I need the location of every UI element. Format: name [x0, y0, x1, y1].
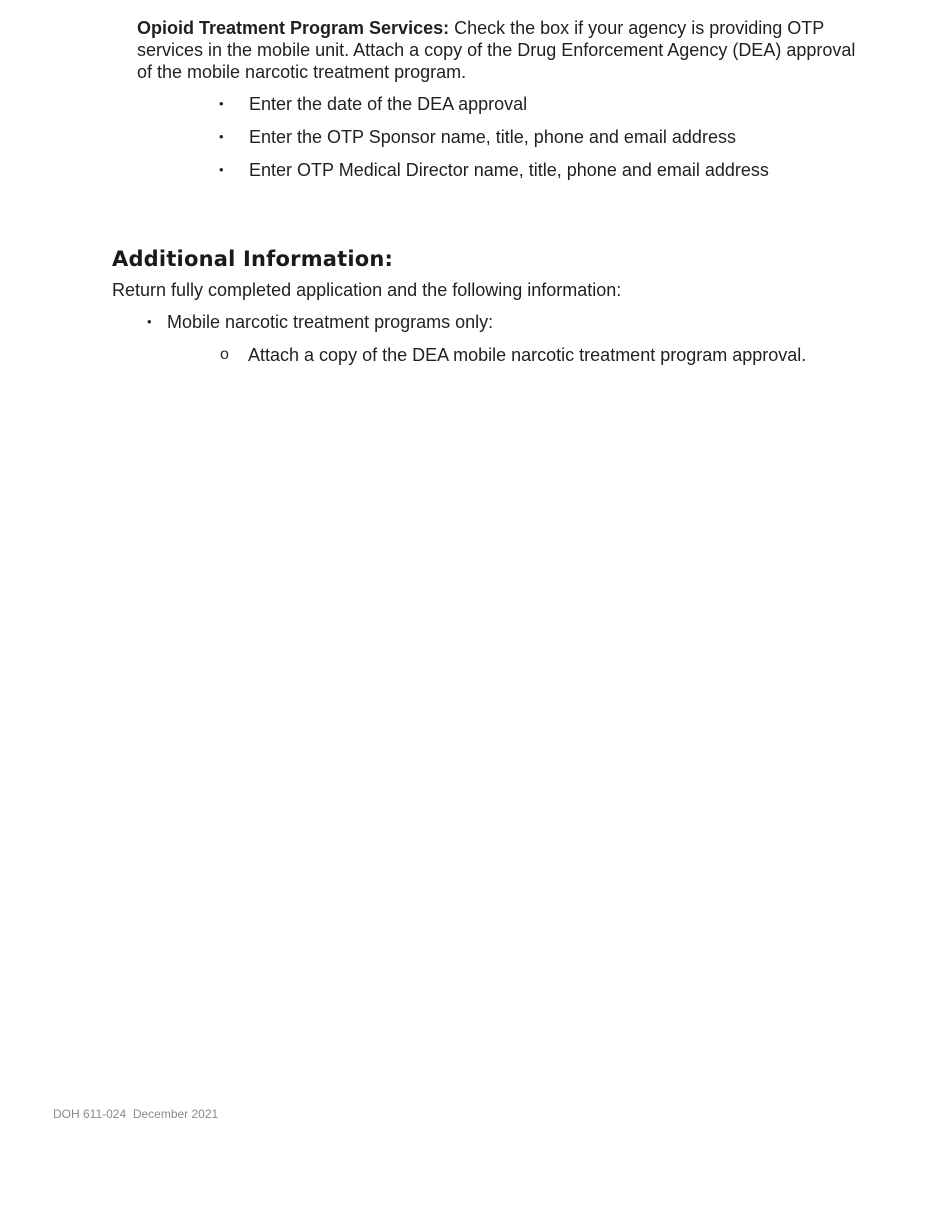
otp-bullet-list — [219, 93, 769, 192]
list-subitem — [220, 344, 806, 366]
list-item — [219, 159, 769, 181]
form-footer-id: DOH 611-024 December 2021 — [53, 1107, 219, 1121]
bullet-icon: • — [147, 314, 152, 329]
bullet-icon: • — [219, 129, 224, 144]
otp-services-paragraph — [137, 17, 867, 83]
otp-services-lead: Opioid Treatment Program Services: — [137, 18, 450, 38]
list-item-text: Enter OTP Medical Director name, title, phone and email address — [249, 160, 769, 180]
bullet-icon: • — [219, 162, 224, 177]
list-item-text: Enter the date of the DEA approval — [249, 94, 528, 114]
circle-bullet-icon: o — [220, 346, 229, 363]
list-item-text: Mobile narcotic treatment programs only: — [167, 312, 494, 332]
list-item — [219, 126, 769, 148]
list-item — [147, 311, 493, 333]
otp-services-body: Check the box if your agency is providing OTP services in the mobile unit. Attach a copy of the Drug Enforcement Agency (DEA) approval of the mobile narcotic treatment program. — [137, 18, 856, 82]
additional-information-heading: Additional Information: — [112, 247, 394, 271]
list-subitem-text: Attach a copy of the DEA mobile narcotic treatment program approval. — [248, 345, 807, 365]
additional-information-intro: Return fully completed application and the following information: — [112, 280, 622, 300]
list-item — [219, 93, 769, 115]
list-item-text: Enter the OTP Sponsor name, title, phone and email address — [249, 127, 736, 147]
bullet-icon: • — [219, 96, 224, 111]
